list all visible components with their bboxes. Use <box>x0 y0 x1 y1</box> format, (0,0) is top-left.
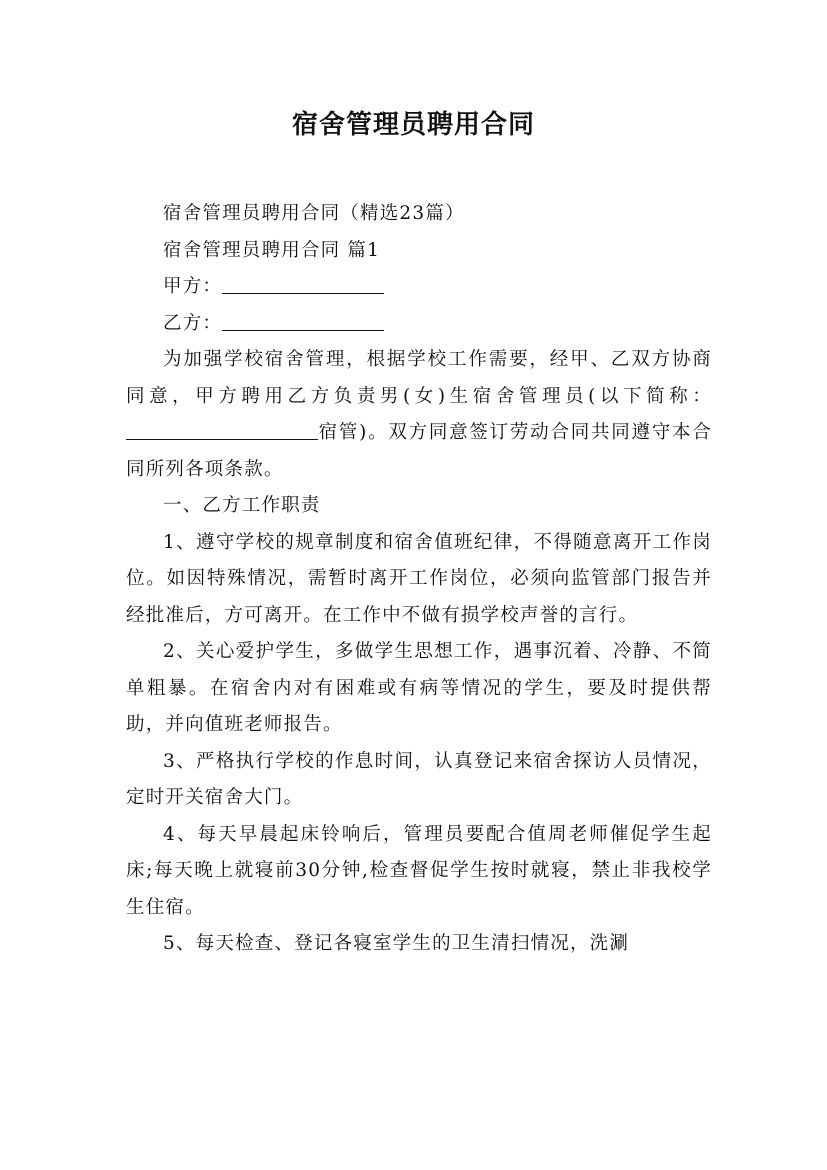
document-title: 宿舍管理员聘用合同 <box>291 110 535 140</box>
intro-paragraph <box>126 342 712 488</box>
party-b-blank <box>222 308 384 331</box>
duty-item-4: 4、每天早晨起床铃响后，管理员要配合值周老师催促学生起床;每天晚上就寝前30分钟,检查督促学生按时就寝，禁止非我校学生住宿。 <box>126 823 712 918</box>
section-heading-duties: 一、乙方工作职责 <box>163 495 321 516</box>
party-b-line <box>126 306 712 343</box>
intro-text-1: 为加强学校宿舍管理，根据学校工作需要，经甲、乙双方协商同意，甲方聘用乙方负责男(女)生宿舍管理员(以下简称： <box>126 349 712 407</box>
abbreviation-blank <box>126 417 318 440</box>
duty-item-5: 5、每天检查、登记各寝室学生的卫生清扫情况，洗涮 <box>163 933 630 954</box>
document-body <box>126 196 712 963</box>
subtitle: 宿舍管理员聘用合同（精选23篇） <box>163 203 465 224</box>
party-b-label: 乙方： <box>163 312 223 334</box>
party-a-blank <box>222 271 384 294</box>
duty-item-2: 2、关心爱护学生，多做学生思想工作，遇事沉着、冷静、不简单粗暴。在宿舍内对有困难或有病等情况的学生，要及时提供帮助，并向值班老师报告。 <box>126 641 712 735</box>
party-a-label: 甲方： <box>163 276 223 297</box>
section-title: 宿舍管理员聘用合同 篇1 <box>163 239 381 261</box>
duty-item-1: 1、遵守学校的规章制度和宿舍值班纪律，不得随意离开工作岗位。如因特殊情况，需暂时离开工作岗位，必须向监管部门报告并经批准后，方可离开。在工作中不做有损学校声誉的言行。 <box>126 531 712 626</box>
intro-text-2: 宿管)。双方同意签订劳动合同共同遵守本合同所列各项条款。 <box>126 422 712 480</box>
party-a-line <box>126 269 712 306</box>
duty-item-3: 3、严格执行学校的作息时间，认真登记来宿舍探访人员情况，定时开关宿舍大门。 <box>126 750 712 808</box>
